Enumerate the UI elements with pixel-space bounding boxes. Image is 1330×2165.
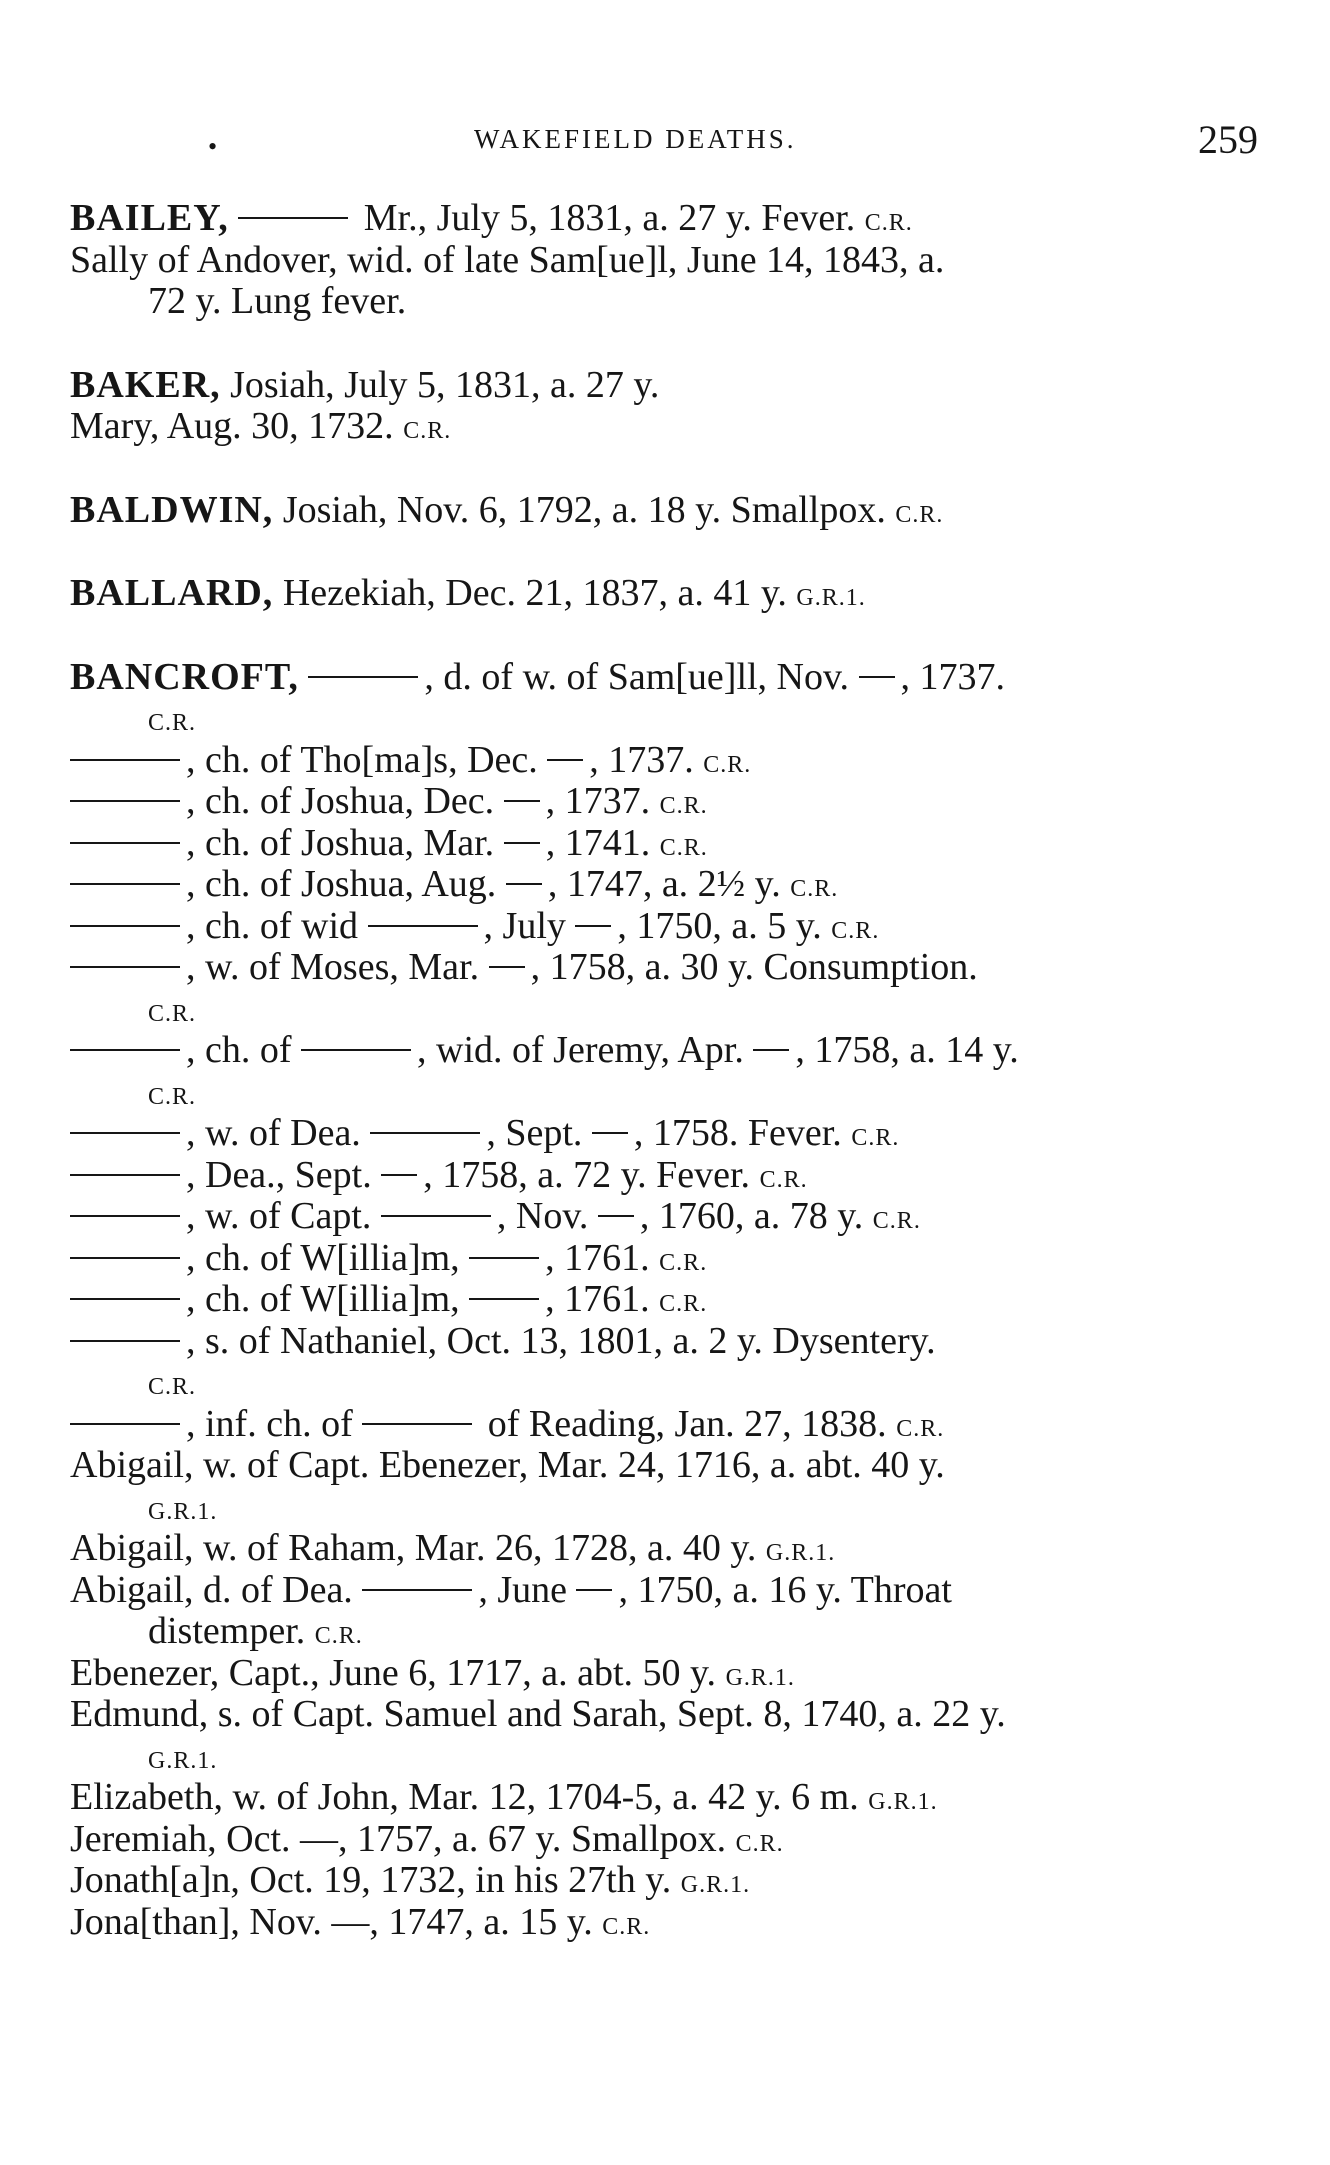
record-text: Mary, Aug. 30, 1732.	[70, 405, 394, 447]
record-line	[70, 490, 1270, 532]
record-line	[70, 823, 1270, 865]
record-line	[70, 1155, 1270, 1197]
source-abbrev: C.R.	[148, 1083, 197, 1110]
blank-dash	[598, 1215, 634, 1217]
surname: BALDWIN,	[70, 488, 274, 531]
blank-dash	[547, 759, 583, 761]
source-abbrev: C.R.	[831, 917, 880, 944]
blank-dash	[576, 1589, 612, 1591]
source-abbrev: C.R.	[602, 1913, 651, 1940]
blank-dash	[70, 883, 180, 885]
blank-dash	[489, 966, 525, 968]
record-text: , 1761.	[545, 1236, 650, 1279]
record-text: 72 y. Lung fever.	[148, 280, 407, 322]
blank-dash	[381, 1215, 491, 1217]
record-text: Sally of Andover, wid. of late Sam[ue]l, June 14, 1843, a.	[70, 238, 945, 281]
record-text: , w. of Moses, Mar.	[186, 946, 489, 988]
record-text: , 1737.	[589, 738, 694, 781]
source-abbrev: C.R.	[851, 1125, 900, 1151]
record-line	[70, 1694, 1270, 1736]
record-line	[70, 198, 1270, 240]
record-text: , w. of Dea.	[186, 1112, 371, 1154]
record-continuation	[70, 1072, 1270, 1114]
source-abbrev: G.R.1.	[765, 1540, 836, 1566]
blank-dash	[753, 1049, 789, 1051]
record-text: , 1747, a. 2½ y.	[547, 863, 781, 905]
record-text: Abigail, w. of Raham, Mar. 26, 1728, a. 40 y.	[70, 1527, 757, 1569]
record-text: , Sept.	[486, 1112, 592, 1154]
record-text: , ch. of Joshua, Aug.	[186, 863, 506, 905]
record-line	[70, 657, 1270, 699]
record-text: , Nov.	[496, 1195, 598, 1237]
record-text: , 1758. Fever.	[633, 1112, 842, 1154]
record-line	[70, 240, 1270, 282]
record-text: Jona[than], Nov. —, 1747, a. 15 y.	[70, 1900, 593, 1943]
record-continuation	[70, 698, 1270, 740]
blank-dash	[70, 1340, 180, 1342]
blank-dash	[504, 800, 540, 802]
record-text: Josiah, Nov. 6, 1792, a. 18 y. Smallpox.	[273, 488, 886, 531]
record-continuation	[70, 1611, 1270, 1653]
source-abbrev: C.R.	[790, 876, 839, 902]
blank-dash	[362, 1589, 472, 1591]
record-line	[70, 1570, 1270, 1612]
record-continuation	[70, 281, 1270, 323]
record-text: , wid. of Jeremy, Apr.	[417, 1029, 754, 1071]
source-abbrev: C.R.	[659, 793, 708, 819]
blank-dash	[362, 1423, 472, 1425]
source-abbrev: G.R.1.	[148, 1747, 218, 1774]
source-abbrev: C.R.	[895, 501, 944, 528]
source-abbrev: C.R.	[872, 1208, 921, 1234]
record-text: , ch. of	[186, 1029, 302, 1071]
source-abbrev: C.R.	[703, 751, 752, 778]
record-line	[70, 406, 1270, 448]
source-abbrev: C.R.	[403, 418, 452, 444]
record-text: Elizabeth, w. of John, Mar. 12, 1704-5, a. 42 y. 6 m.	[70, 1776, 859, 1818]
record-text: Edmund, s. of Capt. Samuel and Sarah, Sept. 8, 1740, a. 22 y.	[70, 1693, 1006, 1735]
source-abbrev: C.R.	[659, 1291, 708, 1317]
source-abbrev: C.R.	[148, 710, 197, 736]
record-text: , Dea., Sept.	[186, 1153, 382, 1196]
record-text: , ch. of Joshua, Mar.	[186, 821, 504, 864]
record-text: , July	[483, 904, 576, 947]
surname: BAILEY,	[70, 197, 229, 239]
blank-dash	[70, 966, 180, 968]
blank-dash	[370, 1132, 480, 1134]
blank-dash	[70, 759, 180, 761]
record-continuation	[70, 1487, 1270, 1529]
source-abbrev: C.R.	[659, 1249, 708, 1276]
record-line	[70, 864, 1270, 906]
source-abbrev: C.R.	[864, 210, 913, 236]
record-text: , 1741.	[545, 821, 651, 864]
record-line	[70, 906, 1270, 948]
blank-dash	[575, 925, 611, 927]
record-text: , June	[478, 1568, 577, 1611]
record-text: , ch. of Tho[ma]s, Dec.	[186, 738, 548, 781]
blank-dash	[70, 1423, 180, 1425]
record-line	[70, 1196, 1270, 1238]
record-line	[70, 1860, 1270, 1902]
source-abbrev: C.R.	[148, 1374, 197, 1400]
page-number: 259	[1198, 117, 1258, 162]
record-continuation	[70, 1362, 1270, 1404]
record-line	[70, 1113, 1270, 1155]
record-line	[70, 1902, 1270, 1944]
source-abbrev: C.R.	[314, 1623, 363, 1649]
blank-dash	[301, 1049, 411, 1051]
blank-dash	[70, 800, 180, 802]
record-text: Mr., July 5, 1831, a. 27 y. Fever.	[354, 197, 856, 239]
record-text: , ch. of W[illia]m,	[186, 1278, 470, 1320]
blank-dash	[70, 1049, 180, 1051]
surname: BANCROFT,	[70, 655, 299, 698]
blank-dash	[592, 1132, 628, 1134]
record-text: Ebenezer, Capt., June 6, 1717, a. abt. 50 y.	[70, 1651, 717, 1694]
source-abbrev: G.R.1.	[148, 1498, 218, 1525]
blank-dash	[70, 1257, 180, 1259]
death-records	[70, 198, 1270, 1943]
record-text: , 1750, a. 5 y.	[617, 904, 822, 947]
running-header	[0, 117, 1330, 162]
blank-dash	[469, 1257, 539, 1259]
record-line	[70, 781, 1270, 823]
blank-dash	[506, 883, 542, 885]
surname: BAKER,	[70, 363, 221, 406]
source-abbrev: G.R.1.	[680, 1872, 751, 1898]
record-text: , ch. of Joshua, Dec.	[186, 780, 504, 822]
record-line	[70, 1528, 1270, 1570]
record-text: distemper.	[148, 1610, 306, 1652]
record-line	[70, 1819, 1270, 1861]
record-text: , ch. of W[illia]m,	[186, 1236, 470, 1279]
record-text: , w. of Capt.	[186, 1195, 381, 1237]
blank-dash	[70, 1298, 180, 1300]
blank-dash	[308, 676, 418, 678]
record-text: , inf. ch. of	[186, 1402, 363, 1445]
blank-dash	[70, 1132, 180, 1134]
blank-dash	[469, 1298, 539, 1300]
record-text: Hezekiah, Dec. 21, 1837, a. 41 y.	[273, 572, 787, 614]
blank-dash	[859, 676, 895, 678]
source-abbrev: C.R.	[896, 1415, 945, 1442]
blank-dash	[504, 842, 540, 844]
record-line	[70, 1238, 1270, 1280]
record-line	[70, 365, 1270, 407]
blank-dash	[70, 1174, 180, 1176]
record-text: , 1737.	[545, 780, 651, 822]
record-text: , s. of Nathaniel, Oct. 13, 1801, a. 2 y. Dysentery.	[186, 1319, 936, 1362]
record-text: Jeremiah, Oct. —, 1757, a. 67 y. Smallpox.	[70, 1817, 727, 1860]
source-abbrev: C.R.	[148, 1000, 197, 1027]
record-text: , 1758, a. 14 y.	[795, 1029, 1019, 1071]
source-abbrev: G.R.1.	[868, 1789, 938, 1815]
record-text: Jonath[a]n, Oct. 19, 1732, in his 27th y.	[70, 1859, 672, 1901]
source-abbrev: C.R.	[659, 834, 708, 861]
record-line	[70, 1279, 1270, 1321]
record-line	[70, 1777, 1270, 1819]
record-text: , 1737.	[900, 655, 1006, 698]
source-abbrev: G.R.1.	[796, 585, 866, 611]
record-line	[70, 1030, 1270, 1072]
source-abbrev: C.R.	[759, 1166, 808, 1193]
record-text: Josiah, July 5, 1831, a. 27 y.	[220, 363, 660, 406]
blank-dash	[70, 925, 180, 927]
blank-dash	[238, 217, 348, 219]
record-text: of Reading, Jan. 27, 1838.	[478, 1402, 887, 1445]
blank-dash	[368, 925, 478, 927]
surname: BALLARD,	[70, 572, 274, 614]
record-text: , 1761.	[545, 1278, 650, 1320]
record-text: , 1758, a. 72 y. Fever.	[423, 1153, 751, 1196]
record-text: , 1758, a. 30 y. Consumption.	[530, 946, 978, 988]
blank-dash	[381, 1174, 417, 1176]
record-text: , ch. of wid	[186, 904, 368, 947]
header-bullet: •	[208, 132, 218, 161]
record-line	[70, 1445, 1270, 1487]
record-line	[70, 740, 1270, 782]
blank-dash	[70, 1215, 180, 1217]
record-text: , 1760, a. 78 y.	[639, 1195, 864, 1237]
record-line	[70, 1404, 1270, 1446]
blank-dash	[70, 842, 180, 844]
page-title: WAKEFIELD DEATHS.	[474, 124, 797, 154]
record-continuation	[70, 989, 1270, 1031]
source-abbrev: C.R.	[735, 1830, 784, 1857]
record-line	[70, 1653, 1270, 1695]
record-line	[70, 1321, 1270, 1363]
record-text: Abigail, d. of Dea.	[70, 1568, 363, 1611]
record-text: , 1750, a. 16 y. Throat	[618, 1568, 952, 1611]
record-continuation	[70, 1736, 1270, 1778]
record-text: Abigail, w. of Capt. Ebenezer, Mar. 24, 1716, a. abt. 40 y.	[70, 1444, 945, 1486]
source-abbrev: G.R.1.	[725, 1664, 795, 1691]
record-line	[70, 947, 1270, 989]
record-line	[70, 573, 1270, 615]
record-text: , d. of w. of Sam[ue]ll, Nov.	[424, 655, 859, 698]
